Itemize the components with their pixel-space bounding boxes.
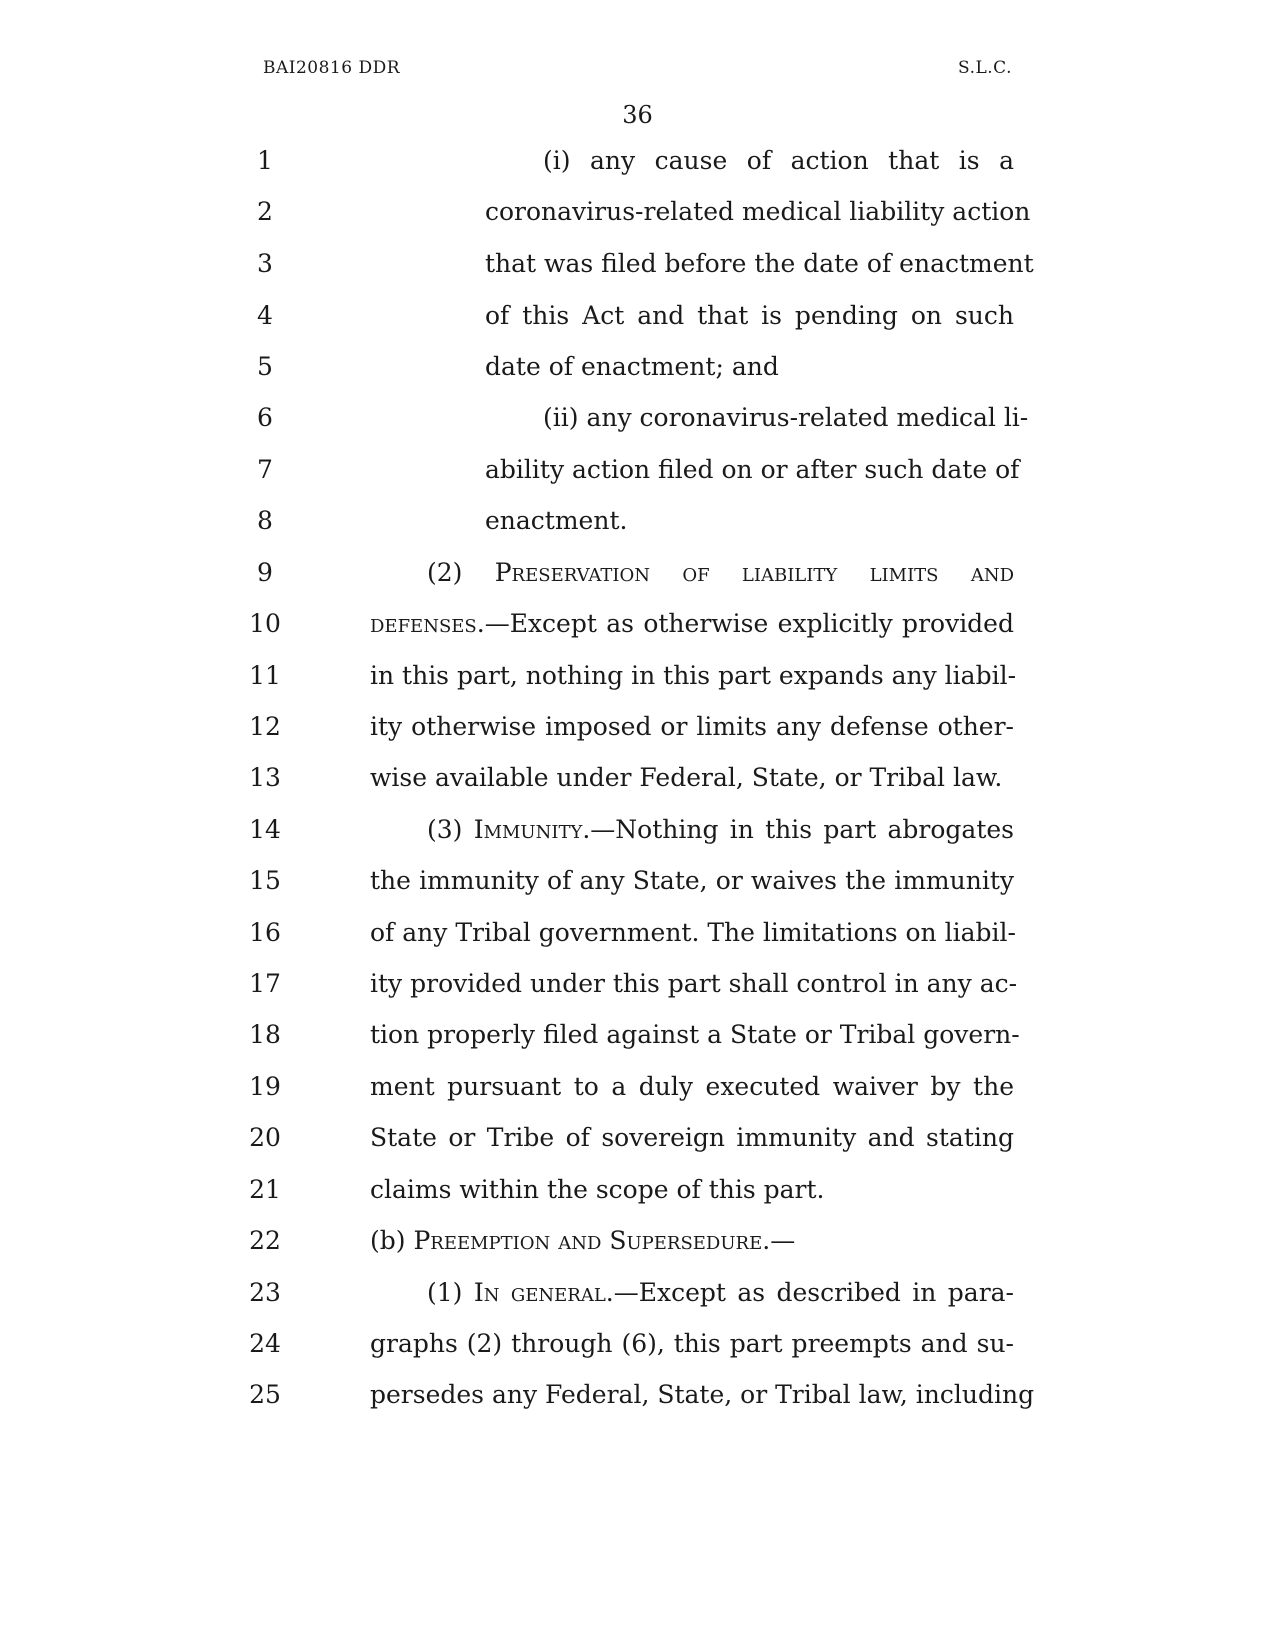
section-heading: Preservation of liability limits and [494,558,1015,587]
text-line [0,553,1275,593]
line-number: 8 [257,506,273,535]
line-text: of this Act and that is pending on such [485,301,1014,330]
line-number: 24 [249,1329,281,1358]
line-number: 4 [257,301,273,330]
line-number: 23 [249,1278,281,1307]
text-line [0,1170,1275,1210]
line-text: (ii) any coronavirus-related medical li- [543,403,1029,432]
text-line [0,501,1275,541]
line-text: date of enactment; and [485,352,779,381]
office-code: S.L.C. [958,58,1012,78]
text-line [0,861,1275,901]
text-line [0,964,1275,1004]
line-number: 18 [249,1020,281,1049]
line-text: (i) any cause of action that is a [543,146,1014,175]
text-line [0,810,1275,850]
line-text: claims within the scope of this part. [370,1175,825,1204]
text-line [0,398,1275,438]
line-number: 12 [249,712,281,741]
line-text: persedes any Federal, State, or Tribal law, including [370,1380,1035,1409]
line-text: ity provided under this part shall control in any ac- [370,969,1018,998]
line-number: 7 [257,455,273,484]
line-text: ability action filed on or after such date of [485,455,1020,484]
line-number: 15 [249,866,281,895]
text-line [0,1067,1275,1107]
line-number: 11 [249,661,281,690]
text-line [0,913,1275,953]
line-text: that was filed before the date of enactment [485,249,1034,278]
line-text: State or Tribe of sovereign immunity and stating [370,1123,1014,1152]
section-heading: Preemption and Supersedure. [413,1226,771,1255]
text-line [0,604,1275,644]
line-number: 2 [257,197,273,226]
line-number: 22 [249,1226,281,1255]
line-number: 13 [249,763,281,792]
line-text: (1) In general.—Except as described in para- [427,1278,1015,1307]
text-line [0,141,1275,181]
line-number: 9 [257,558,273,587]
line-text: tion properly filed against a State or Tribal govern- [370,1020,1020,1049]
text-line [0,347,1275,387]
text-line [0,1375,1275,1415]
line-text: ity otherwise imposed or limits any defense other- [370,712,1014,741]
line-number: 1 [257,146,273,175]
line-text: ment pursuant to a duly executed waiver by the [370,1072,1014,1101]
line-number: 17 [249,969,281,998]
section-heading: defenses. [370,609,485,638]
line-number: 5 [257,352,273,381]
line-text: graphs (2) through (6), this part preempts and su- [370,1329,1014,1358]
line-text: enactment. [485,506,628,535]
line-text: in this part, nothing in this part expands any liabil- [370,661,1017,690]
text-line [0,758,1275,798]
line-text: (3) Immunity.—Nothing in this part abrogates [427,815,1014,844]
line-text: the immunity of any State, or waives the immunity [370,866,1014,895]
line-text: of any Tribal government. The limitations on liabil- [370,918,1016,947]
line-text: defenses.—Except as otherwise explicitly provided [370,609,1014,638]
text-line [0,656,1275,696]
section-heading: In general. [473,1278,614,1307]
line-number: 25 [249,1380,281,1409]
text-line [0,1273,1275,1313]
section-heading: Immunity. [473,815,591,844]
line-text: wise available under Federal, State, or Tribal law. [370,763,1003,792]
text-line [0,707,1275,747]
text-line [0,192,1275,232]
page-number: 36 [622,101,653,129]
line-number: 19 [249,1072,281,1101]
line-text: (2) Preservation of liability limits and [427,558,1015,587]
line-number: 21 [249,1175,281,1204]
line-text: (b) Preemption and Supersedure.— [370,1226,796,1255]
line-number: 3 [257,249,273,278]
text-line [0,244,1275,284]
text-line [0,296,1275,336]
text-line [0,1324,1275,1364]
line-number: 10 [249,609,281,638]
line-number: 16 [249,918,281,947]
line-number: 6 [257,403,273,432]
line-number: 20 [249,1123,281,1152]
text-line [0,1221,1275,1261]
text-line [0,1118,1275,1158]
line-text: coronavirus-related medical liability action [485,197,1031,226]
line-number: 14 [249,815,281,844]
text-line [0,1015,1275,1055]
document-id: BAI20816 DDR [263,58,401,78]
text-line [0,450,1275,490]
